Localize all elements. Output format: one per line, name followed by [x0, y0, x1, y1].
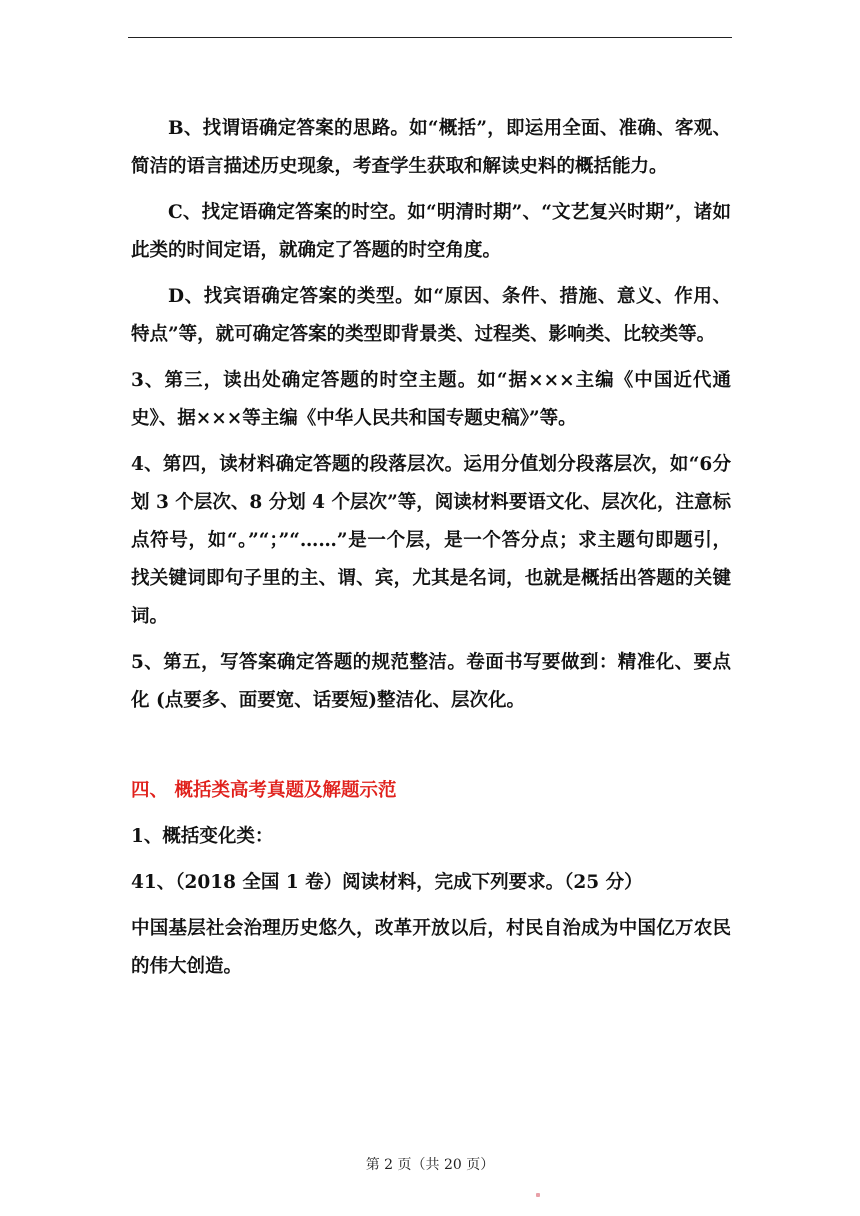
header-rule [128, 37, 732, 38]
section-heading: 四、 概括类高考真题及解题示范 [131, 780, 397, 801]
scan-mark [536, 1193, 540, 1197]
paragraph-object: D、找宾语确定答案的类型。如“原因、条件、措施、意义、作用、特点”等，就可确定答案的类型即背景类、过程类、影响类、比较类等。 [131, 286, 731, 345]
subsection-title: 1、概括变化类： [131, 826, 274, 847]
question-material: 中国基层社会治理历史悠久，改革开放以后，村民自治成为中国亿万农民的伟大创造。 [131, 918, 731, 977]
paragraph-step-4: 4、第四，读材料确定答题的段落层次。运用分值划分段落层次，如“6分划 3 个层次、8 分划 4 个层次”等，阅读材料要语文化、层次化，注意标点符号，如“。”“；”“……”是一个层，是一个答分点；求主题句即题引，找关键词即句子里的主、谓、宾，尤其是名词，也就是概括出答题的关键词。 [131, 454, 731, 627]
question-title: 41、（2018 全国 1 卷）阅读材料，完成下列要求。（25 分） [131, 872, 643, 893]
paragraph-attributive: C、找定语确定答案的时空。如“明清时期”、“文艺复兴时期”，诸如此类的时间定语，就确定了答题的时空角度。 [131, 202, 731, 261]
page-body [131, 110, 731, 994]
page-number: 第 2 页（共 20 页） [365, 1157, 495, 1173]
paragraph-step-5: 5、第五，写答案确定答题的规范整洁。卷面书写要做到：精准化、要点化 (点要多、面要宽、话要短)整洁化、层次化。 [131, 652, 731, 711]
paragraph-step-3: 3、第三，读出处确定答题的时空主题。如“据×××主编《中国近代通史》、据×××等主编《中华人民共和国专题史稿》”等。 [131, 370, 731, 429]
paragraph-predicate: B、找谓语确定答案的思路。如“概括”，即运用全面、准确、客观、简洁的语言描述历史现象，考查学生获取和解读史料的概括能力。 [131, 118, 731, 177]
